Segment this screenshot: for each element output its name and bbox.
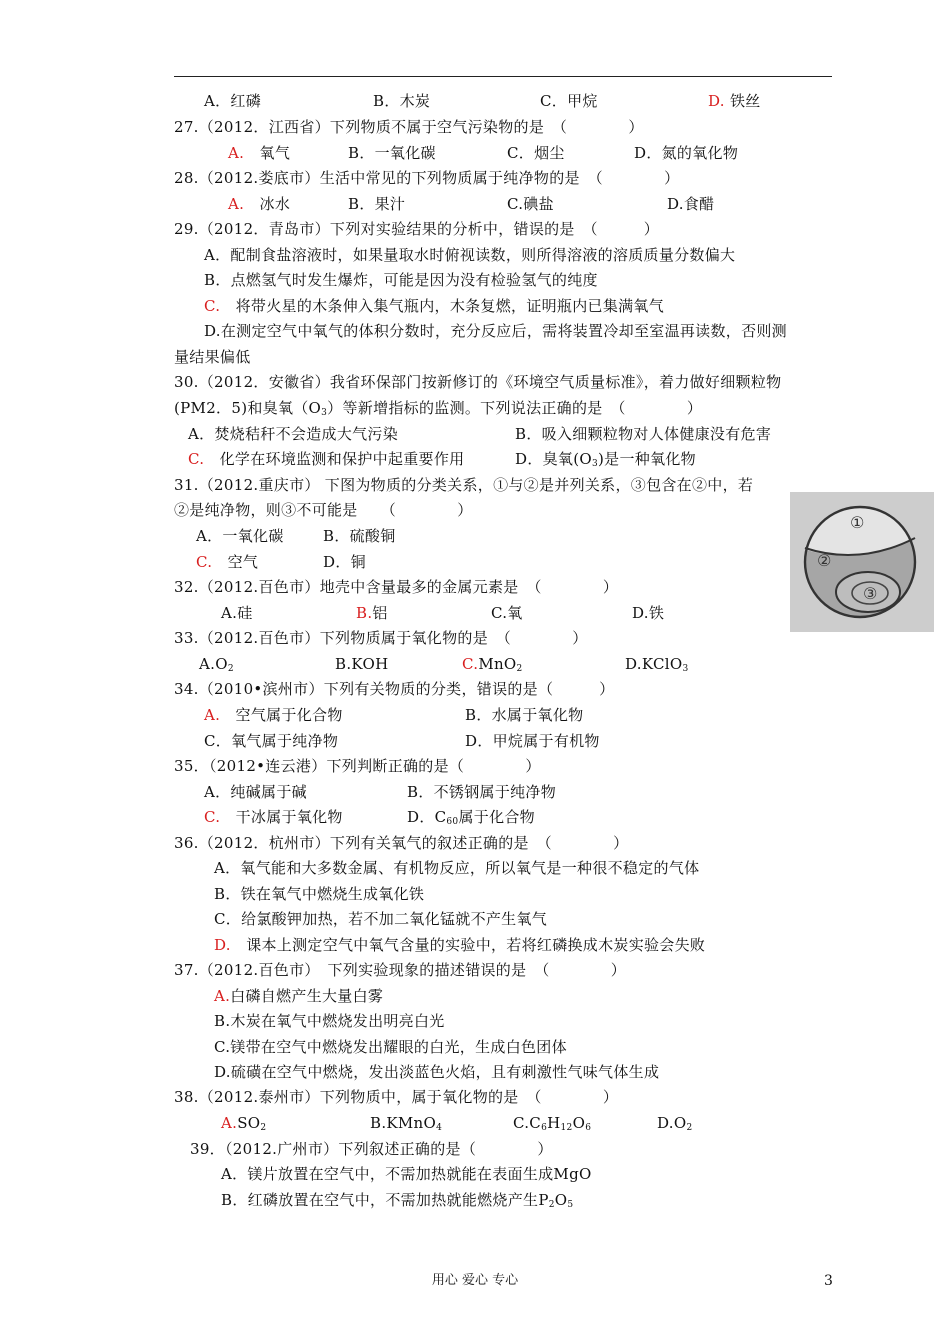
classification-diagram-photo xyxy=(790,492,934,632)
q34-option-c: C．氧气属于纯净物 xyxy=(204,732,339,750)
q30-stem-line2: (PM2．5)和臭氧$(O_3)$等新增指标的监测。下列说法正确的是 （ ） xyxy=(174,399,703,418)
q39-option-b: B．红磷放置在空气中，不需加热就能燃烧产生$P_2O_5$ xyxy=(221,1191,574,1210)
answer-letter: C. xyxy=(188,450,205,468)
label-2: ② xyxy=(817,551,832,570)
q33-option-c: C.MnO$_2$ xyxy=(462,655,523,674)
q36-option-a: A．氧气能和大多数金属、有机物反应，所以氧气是一种很不稳定的气体 xyxy=(214,859,700,877)
q37-option-b: B.木炭在氧气中燃烧发出明亮白光 xyxy=(214,1012,445,1030)
q38-option-c: $C.C_6H_{12}O_6$ xyxy=(513,1114,592,1133)
answer-letter: A. xyxy=(204,706,221,724)
q29-option-c: C. 将带火星的木条伸入集气瓶内，木条复燃，证明瓶内已集满氧气 xyxy=(204,297,665,315)
q37-option-c: C.镁带在空气中燃烧发出耀眼的白光，生成白色团体 xyxy=(214,1038,567,1056)
answer-letter: C. xyxy=(204,808,221,826)
q38-option-d: $D.O_2$ xyxy=(657,1114,693,1133)
q27-option-c: C．烟尘 xyxy=(507,144,565,162)
q38-option-a: $A.SO_2$ xyxy=(221,1114,267,1133)
q32-option-d: D.铁 xyxy=(632,604,665,622)
q27-option-a: A. 氧气 xyxy=(228,144,291,162)
q30-option-a: A．焚烧秸秆不会造成大气污染 xyxy=(188,425,399,443)
label-1: ① xyxy=(850,513,865,532)
q32-stem: 32.（2012.百色市）地壳中含量最多的金属元素是 （ ） xyxy=(174,578,619,596)
q37-stem: 37.（2012.百色市） 下列实验现象的描述错误的是 （ ） xyxy=(174,961,626,979)
q29-option-a: A．配制食盐溶液时，如果量取水时俯视读数，则所得溶液的溶质质量分数偏大 xyxy=(204,246,736,264)
q30-stem-line1: 30.（2012．安徽省）我省环保部门按新修订的《环境空气质量标准》，着力做好细颗粒物 xyxy=(174,373,782,391)
q33-option-d: D.KClO$_3$ xyxy=(625,655,689,674)
q33-option-a: $A.O_2$ xyxy=(199,655,234,674)
q27-option-d: D．氮的氧化物 xyxy=(634,144,739,162)
answer-letter: C. xyxy=(196,553,213,571)
q27-stem: 27.（2012．江西省）下列物质不属于空气污染物的是 （ ） xyxy=(174,118,644,136)
q31-option-a: A．一氧化碳 xyxy=(196,527,284,545)
q39-option-a: A．镁片放置在空气中，不需加热就能在表面生成MgO xyxy=(221,1165,592,1183)
q34-option-d: D．甲烷属于有机物 xyxy=(465,732,600,750)
q36-option-c: C．给氯酸钾加热，若不加二氧化锰就不产生氧气 xyxy=(214,910,548,928)
q36-option-b: B．铁在氧气中燃烧生成氧化铁 xyxy=(214,885,425,903)
q37-option-d: D.硫磺在空气中燃烧，发出淡蓝色火焰，且有刺激性气味气体生成 xyxy=(214,1063,660,1081)
q26-option-a: A．红磷 xyxy=(204,92,262,110)
answer-letter: B. xyxy=(356,604,373,622)
q38-stem: 38.（2012.泰州市）下列物质中，属于氧化物的是 （ ） xyxy=(174,1088,619,1106)
page-number: 3 xyxy=(824,1273,833,1289)
q31-option-d: D．铜 xyxy=(323,553,366,571)
q31-stem-line1: 31.（2012.重庆市） 下图为物质的分类关系，①与②是并列关系，③包含在②中，若 xyxy=(174,476,754,494)
q29-stem: 29.（2012．青岛市）下列对实验结果的分析中，错误的是 （ ） xyxy=(174,220,660,238)
answer-letter: C. xyxy=(462,655,479,673)
answer-letter: D. xyxy=(708,92,725,110)
q33-option-b: B.KOH xyxy=(335,655,389,673)
q30-option-c: C. 化学在环境监测和保护中起重要作用 xyxy=(188,450,465,468)
q32-option-b: B.铝 xyxy=(356,604,388,622)
q34-option-a: A. 空气属于化合物 xyxy=(204,706,343,724)
q33-stem: 33.（2012.百色市）下列物质属于氧化物的是 （ ） xyxy=(174,629,588,647)
q34-option-b: B．水属于氧化物 xyxy=(465,706,584,724)
q26-option-b: B．木炭 xyxy=(373,92,431,110)
answer-letter: C. xyxy=(204,297,221,315)
q28-option-c: C.碘盐 xyxy=(507,195,554,213)
q35-stem: 35．（2012•连云港）下列判断正确的是（ ） xyxy=(174,757,541,775)
header-rule xyxy=(174,76,832,77)
q26-option-d: D. 铁丝 xyxy=(708,92,761,110)
q32-option-a: A.硅 xyxy=(221,604,253,622)
q35-option-a: A．纯碱属于碱 xyxy=(204,783,307,801)
q29-option-d-line2: 量结果偏低 xyxy=(174,348,251,366)
q32-option-c: C.氧 xyxy=(491,604,523,622)
label-3: ③ xyxy=(863,584,878,603)
q34-stem: 34.（2010•滨州市）下列有关物质的分类，错误的是（ ） xyxy=(174,680,615,698)
q27-option-b: B．一氧化碳 xyxy=(348,144,436,162)
q38-option-b: B.KMnO$_4$ xyxy=(370,1114,443,1133)
q31-option-c: C. 空气 xyxy=(196,553,259,571)
q30-option-d: D．臭氧$(O_3)$是一种氧化物 xyxy=(515,450,696,469)
q28-option-d: D.食醋 xyxy=(667,195,715,213)
answer-letter: D. xyxy=(214,936,231,954)
q26-option-c: C．甲烷 xyxy=(540,92,598,110)
q28-option-b: B．果汁 xyxy=(348,195,406,213)
q39-stem: 39．（2012.广州市）下列叙述正确的是（ ） xyxy=(190,1140,553,1158)
q37-option-a: A.白磷自燃产生大量白雾 xyxy=(214,987,384,1005)
q36-option-d: D. 课本上测定空气中氧气含量的实验中，若将红磷换成木炭实验会失败 xyxy=(214,936,706,954)
answer-letter: A. xyxy=(228,144,245,162)
q31-stem-line2: ②是纯净物，则③不可能是 （ ） xyxy=(174,501,473,519)
q28-stem: 28.（2012.娄底市）生活中常见的下列物质属于纯净物的是 （ ） xyxy=(174,169,680,187)
q29-option-d-line1: D.在测定空气中氧气的体积分数时，充分反应后，需将装置冷却至室温再读数，否则测 xyxy=(204,322,787,340)
q35-option-b: B．不锈钢属于纯净物 xyxy=(407,783,557,801)
q31-option-b: B．硫酸铜 xyxy=(323,527,396,545)
answer-letter: A. xyxy=(221,1114,238,1132)
q30-option-b: B．吸入细颗粒物对人体健康没有危害 xyxy=(515,425,772,443)
q35-option-d: D．$C_{60}$属于化合物 xyxy=(407,808,535,827)
q28-option-a: A. 冰水 xyxy=(228,195,291,213)
answer-letter: A. xyxy=(214,987,231,1005)
q29-option-b: B．点燃氢气时发生爆炸，可能是因为没有检验氢气的纯度 xyxy=(204,271,598,289)
q35-option-c: C. 干冰属于氧化物 xyxy=(204,808,343,826)
q36-stem: 36.（2012．杭州市）下列有关氧气的叙述正确的是 （ ） xyxy=(174,834,629,852)
answer-letter: A. xyxy=(228,195,245,213)
footer-slogan: 用心 爱心 专心 xyxy=(431,1273,519,1288)
classification-diagram xyxy=(790,492,934,632)
